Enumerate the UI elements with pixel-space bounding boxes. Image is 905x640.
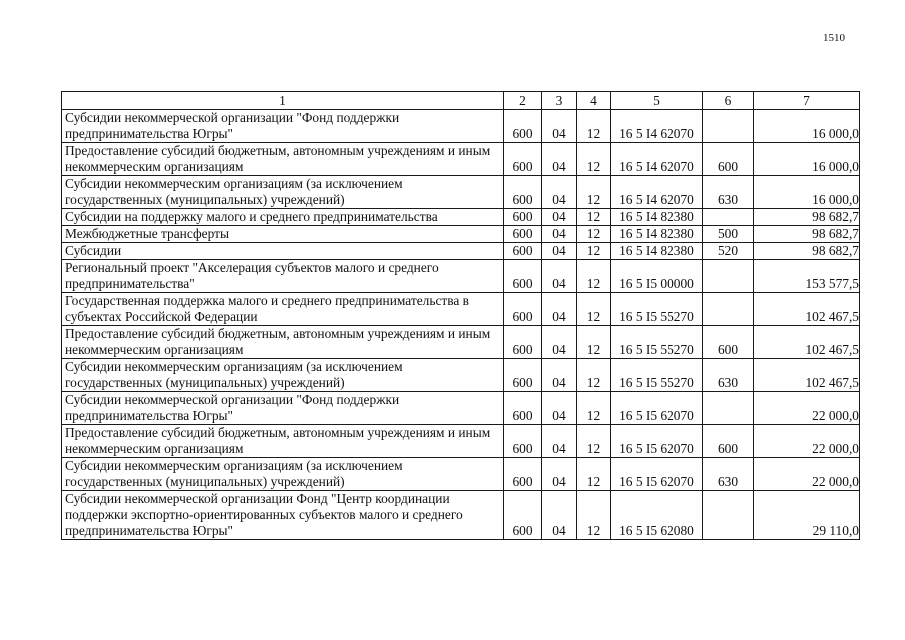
table-row: [62, 176, 860, 209]
row-cell-5: 16 5 I5 62070: [611, 425, 703, 458]
row-amount-cell: 16 000,0: [754, 110, 860, 143]
row-cell-4: 12: [577, 260, 611, 293]
row-amount-cell: 16 000,0: [754, 176, 860, 209]
table-row: [62, 226, 860, 243]
row-amount-cell: 102 467,5: [754, 359, 860, 392]
row-name-cell: Субсидии некоммерческой организации Фонд "Центр координации поддержки экспортно-ориентированных субъектов малого и среднего предпринимательства Югры": [62, 491, 504, 540]
row-cell-6: [703, 392, 754, 425]
row-cell-3: 04: [542, 293, 577, 326]
row-amount-cell: 22 000,0: [754, 392, 860, 425]
row-cell-5: 16 5 I5 00000: [611, 260, 703, 293]
column-header: 4: [577, 92, 611, 110]
column-header: 5: [611, 92, 703, 110]
row-cell-3: 04: [542, 359, 577, 392]
row-cell-3: 04: [542, 176, 577, 209]
row-cell-2: 600: [504, 176, 542, 209]
table-row: [62, 143, 860, 176]
row-cell-5: 16 5 I5 55270: [611, 359, 703, 392]
row-cell-3: 04: [542, 491, 577, 540]
row-cell-2: 600: [504, 226, 542, 243]
row-amount-cell: 153 577,5: [754, 260, 860, 293]
row-cell-5: 16 5 I5 55270: [611, 326, 703, 359]
row-name-cell: Субсидии на поддержку малого и среднего предпринимательства: [62, 209, 504, 226]
row-cell-2: 600: [504, 293, 542, 326]
table-row: [62, 458, 860, 491]
row-cell-2: 600: [504, 260, 542, 293]
row-amount-cell: 22 000,0: [754, 425, 860, 458]
row-cell-5: 16 5 I5 62080: [611, 491, 703, 540]
row-cell-6: 520: [703, 243, 754, 260]
row-amount-cell: 102 467,5: [754, 293, 860, 326]
column-header: 2: [504, 92, 542, 110]
row-cell-4: 12: [577, 491, 611, 540]
row-cell-4: 12: [577, 425, 611, 458]
row-cell-5: 16 5 I5 62070: [611, 392, 703, 425]
row-cell-3: 04: [542, 143, 577, 176]
row-cell-3: 04: [542, 392, 577, 425]
row-cell-2: 600: [504, 458, 542, 491]
table-row: [62, 293, 860, 326]
row-cell-5: 16 5 I4 62070: [611, 143, 703, 176]
row-cell-6: 630: [703, 458, 754, 491]
column-header: 3: [542, 92, 577, 110]
table-row: [62, 209, 860, 226]
row-cell-2: 600: [504, 359, 542, 392]
row-amount-cell: 98 682,7: [754, 243, 860, 260]
row-cell-4: 12: [577, 110, 611, 143]
row-cell-6: 600: [703, 326, 754, 359]
row-cell-4: 12: [577, 176, 611, 209]
row-name-cell: Государственная поддержка малого и среднего предпринимательства в субъектах Российской Федерации: [62, 293, 504, 326]
row-cell-4: 12: [577, 143, 611, 176]
row-cell-4: 12: [577, 226, 611, 243]
column-header: 6: [703, 92, 754, 110]
row-cell-2: 600: [504, 326, 542, 359]
row-cell-4: 12: [577, 243, 611, 260]
row-cell-3: 04: [542, 243, 577, 260]
row-cell-4: 12: [577, 326, 611, 359]
row-cell-4: 12: [577, 392, 611, 425]
page-number: 1510: [823, 32, 845, 44]
row-name-cell: Субсидии некоммерческим организациям (за исключением государственных (муниципальных) учреждений): [62, 176, 504, 209]
table-row: [62, 359, 860, 392]
row-name-cell: Субсидии некоммерческой организации "Фонд поддержки предпринимательства Югры": [62, 392, 504, 425]
row-cell-6: 630: [703, 359, 754, 392]
row-name-cell: Региональный проект "Акселерация субъектов малого и среднего предпринимательства": [62, 260, 504, 293]
row-cell-2: 600: [504, 209, 542, 226]
row-cell-6: [703, 260, 754, 293]
row-cell-6: 600: [703, 425, 754, 458]
row-name-cell: Предоставление субсидий бюджетным, автономным учреждениям и иным некоммерческим организациям: [62, 326, 504, 359]
row-cell-5: 16 5 I4 82380: [611, 209, 703, 226]
row-cell-6: [703, 209, 754, 226]
row-cell-3: 04: [542, 326, 577, 359]
row-amount-cell: 29 110,0: [754, 491, 860, 540]
row-cell-6: [703, 491, 754, 540]
row-cell-5: 16 5 I4 62070: [611, 176, 703, 209]
table-row: [62, 110, 860, 143]
row-cell-3: 04: [542, 260, 577, 293]
column-header: 7: [754, 92, 860, 110]
row-amount-cell: 16 000,0: [754, 143, 860, 176]
row-amount-cell: 98 682,7: [754, 226, 860, 243]
table-row: [62, 392, 860, 425]
row-name-cell: Межбюджетные трансферты: [62, 226, 504, 243]
row-amount-cell: 22 000,0: [754, 458, 860, 491]
row-cell-2: 600: [504, 425, 542, 458]
row-name-cell: Предоставление субсидий бюджетным, автономным учреждениям и иным некоммерческим организациям: [62, 425, 504, 458]
row-cell-4: 12: [577, 458, 611, 491]
row-cell-6: 600: [703, 143, 754, 176]
row-name-cell: Субсидии: [62, 243, 504, 260]
row-name-cell: Субсидии некоммерческой организации "Фонд поддержки предпринимательства Югры": [62, 110, 504, 143]
row-cell-2: 600: [504, 491, 542, 540]
row-cell-4: 12: [577, 359, 611, 392]
row-cell-5: 16 5 I5 55270: [611, 293, 703, 326]
row-cell-6: 630: [703, 176, 754, 209]
row-name-cell: Предоставление субсидий бюджетным, автономным учреждениям и иным некоммерческим организациям: [62, 143, 504, 176]
row-cell-3: 04: [542, 209, 577, 226]
table-body: [62, 110, 860, 540]
budget-table: [61, 91, 860, 540]
row-cell-6: [703, 110, 754, 143]
row-cell-3: 04: [542, 110, 577, 143]
row-cell-2: 600: [504, 243, 542, 260]
row-cell-3: 04: [542, 226, 577, 243]
row-cell-3: 04: [542, 458, 577, 491]
row-cell-5: 16 5 I4 82380: [611, 243, 703, 260]
row-cell-4: 12: [577, 209, 611, 226]
row-cell-4: 12: [577, 293, 611, 326]
row-cell-3: 04: [542, 425, 577, 458]
row-cell-2: 600: [504, 110, 542, 143]
table-row: [62, 243, 860, 260]
row-cell-6: [703, 293, 754, 326]
row-cell-5: 16 5 I4 82380: [611, 226, 703, 243]
row-cell-5: 16 5 I4 62070: [611, 110, 703, 143]
table-row: [62, 260, 860, 293]
row-amount-cell: 102 467,5: [754, 326, 860, 359]
row-cell-2: 600: [504, 143, 542, 176]
table-row: [62, 491, 860, 540]
column-header: 1: [62, 92, 504, 110]
row-name-cell: Субсидии некоммерческим организациям (за исключением государственных (муниципальных) учреждений): [62, 458, 504, 491]
table-row: [62, 425, 860, 458]
row-cell-6: 500: [703, 226, 754, 243]
row-name-cell: Субсидии некоммерческим организациям (за исключением государственных (муниципальных) учреждений): [62, 359, 504, 392]
header-row: [62, 92, 860, 110]
row-cell-2: 600: [504, 392, 542, 425]
row-amount-cell: 98 682,7: [754, 209, 860, 226]
table-row: [62, 326, 860, 359]
row-cell-5: 16 5 I5 62070: [611, 458, 703, 491]
